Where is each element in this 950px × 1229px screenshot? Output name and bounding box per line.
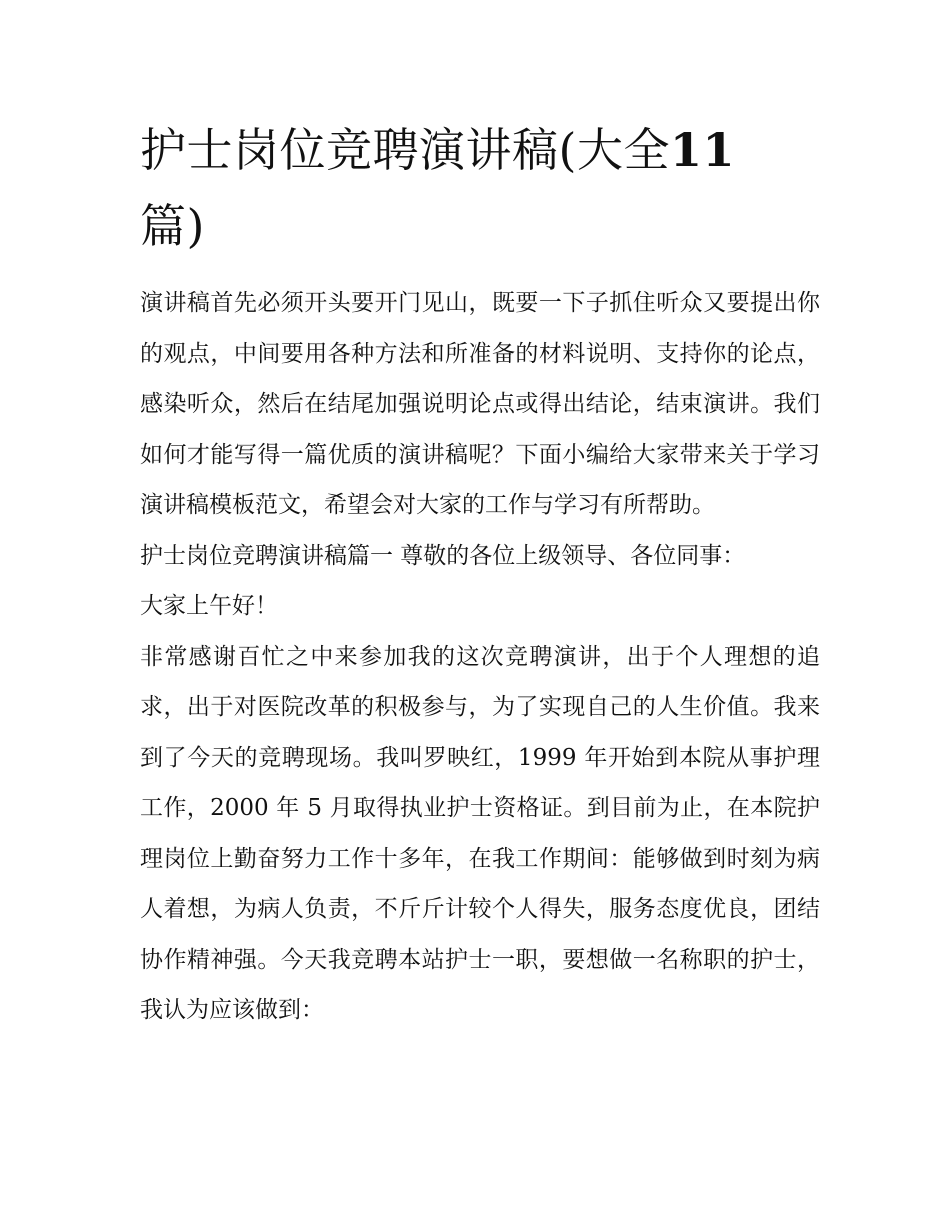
- speech-body-paragraph: 非常感谢百忙之中来参加我的这次竞聘演讲，出于个人理想的追求，出于对医院改革的积极参与，为了实现自己的人生价值。我来到了今天的竞聘现场。我叫罗映红，1999 年开始到本院从事护理工作，2000 年 5 月取得执业护士资格证。到目前为止，在本院护理岗位上勤奋努力工作十多年，在我工作期间：能够做到时刻为病人着想，为病人负责，不斤斤计较个人得失，服务态度优良，团结协作精神强。今天我竞聘本站护士一职，要想做一名称职的护士，我认为应该做到：: [140, 643, 820, 1023]
- speech-heading-paragraph: 护士岗位竞聘演讲稿篇一 尊敬的各位上级领导、各位同事：: [140, 542, 746, 569]
- title-text: 护士岗位竞聘演讲稿(大全: [140, 123, 670, 177]
- greeting-paragraph: 大家上午好！: [140, 593, 278, 619]
- document-page: [140, 112, 820, 1036]
- intro-paragraph: 演讲稿首先必须开头要开门见山，既要一下子抓住听众又要提出你的观点，中间要用各种方法和所准备的材料说明、支持你的论点，感染听众，然后在结尾加强说明论点或得出结论，结束演讲。我们如何才能写得一篇优质的演讲稿呢？下面小编给大家带来关于学习演讲稿模板范文，希望会对大家的工作与学习有所帮助。: [140, 290, 820, 518]
- title-text-end: 篇): [140, 199, 205, 253]
- document-body: [140, 278, 820, 1036]
- document-title: [140, 112, 820, 264]
- title-number: 11: [669, 123, 735, 177]
